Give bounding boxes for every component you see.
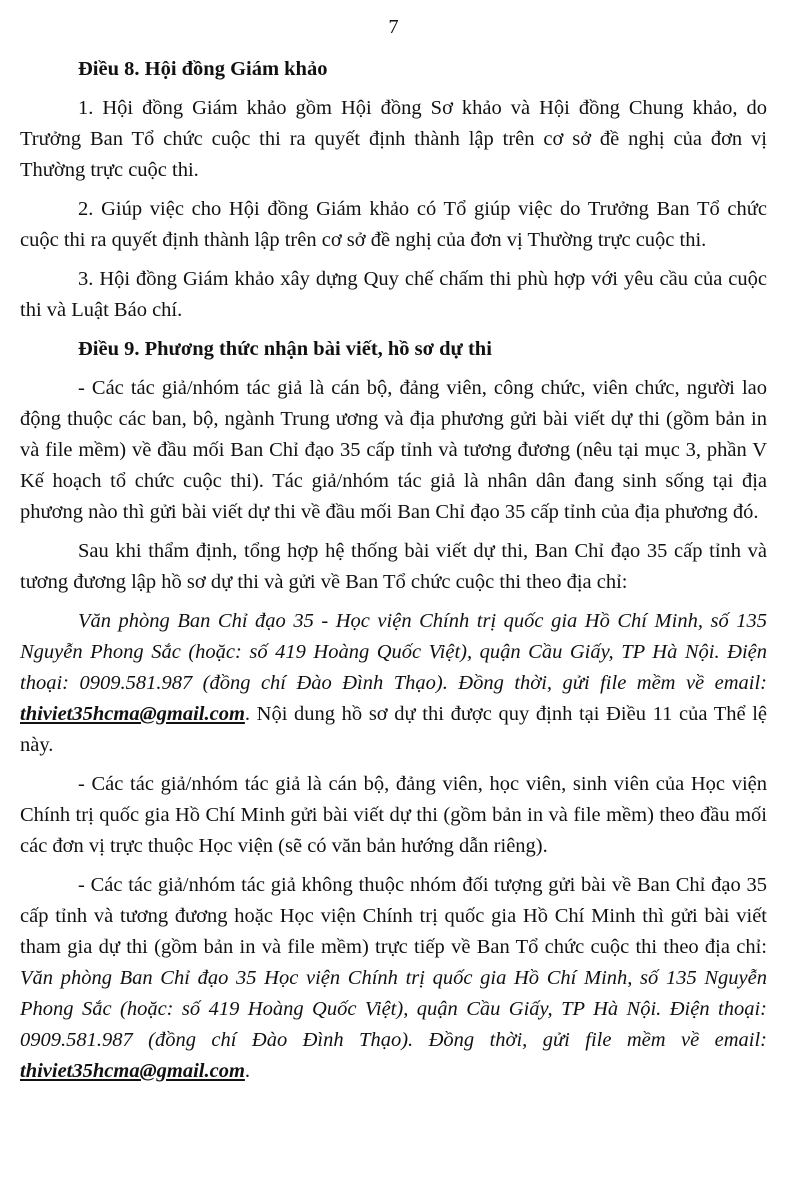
address-text: Văn phòng Ban Chỉ đạo 35 - Học viện Chính trị quốc gia Hồ Chí Minh, số 135 Nguyễn Phong Sắc (hoặc: số 419 Hoàng Quốc Việt), quận Cầu Giấy, TP Hà Nội. Điện thoại: 0909.581.987 (đồng chí Đào Đình Thạo). Đồng thời, gửi file mềm về email: [20, 610, 767, 694]
article-9-paragraph-4 [20, 870, 767, 1087]
article-9-paragraph-2: Sau khi thẩm định, tổng hợp hệ thống bài viết dự thi, Ban Chỉ đạo 35 cấp tỉnh và tương đương lập hồ sơ dự thi và gửi về Ban Tổ chức cuộc thi theo địa chỉ: [20, 540, 767, 593]
email-link[interactable]: thiviet35hcma@gmail.com [20, 703, 245, 725]
article-8-clause-1: 1. Hội đồng Giám khảo gồm Hội đồng Sơ khảo và Hội đồng Chung khảo, do Trưởng Ban Tổ chức cuộc thi ra quyết định thành lập trên cơ sở đề nghị của đơn vị Thường trực cuộc thi. [20, 97, 767, 181]
article-8-clause-2: 2. Giúp việc cho Hội đồng Giám khảo có Tổ giúp việc do Trưởng Ban Tổ chức cuộc thi ra quyết định thành lập trên cơ sở đề nghị của đơn vị Thường trực cuộc thi. [20, 198, 767, 251]
article-8 [20, 54, 767, 326]
paragraph-4-text: - Các tác giả/nhóm tác giả không thuộc nhóm đối tượng gửi bài về Ban Chỉ đạo 35 cấp tỉnh và tương đương hoặc Học viện Chính trị quốc gia Hồ Chí Minh thì gửi bài viết tham gia dự thi (gồm bản in và file mềm) trực tiếp về Ban Tổ chức cuộc thi theo địa chỉ: [20, 874, 767, 958]
article-8-heading: Điều 8. Hội đồng Giám khảo [78, 58, 328, 80]
article-9-heading: Điều 9. Phương thức nhận bài viết, hồ sơ dự thi [78, 338, 492, 360]
article-9-paragraph-3: - Các tác giả/nhóm tác giả là cán bộ, đảng viên, học viên, sinh viên của Học viện Chính trị quốc gia Hồ Chí Minh gửi bài viết dự thi (gồm bản in và file mềm) theo đầu mối các đơn vị trực thuộc Học viện (sẽ có văn bản hướng dẫn riêng). [20, 773, 767, 857]
article-9-paragraph-1: - Các tác giả/nhóm tác giả là cán bộ, đảng viên, công chức, viên chức, người lao động thuộc các ban, bộ, ngành Trung ương và địa phương gửi bài viết dự thi (gồm bản in và file mềm) về đầu mối Ban Chỉ đạo 35 cấp tỉnh và tương đương (nêu tại mục 3, phần V Kế hoạch tổ chức cuộc thi). Tác giả/nhóm tác giả là nhân dân đang sinh sống tại địa phương nào thì gửi bài viết dự thi về đầu mối Ban Chỉ đạo 35 cấp tỉnh của địa phương đó. [20, 377, 767, 523]
paragraph-4-address: Văn phòng Ban Chỉ đạo 35 Học viện Chính trị quốc gia Hồ Chí Minh, số 135 Nguyễn Phong Sắc (hoặc: số 419 Hoàng Quốc Việt), quận Cầu Giấy, TP Hà Nội. Điện thoại: 0909.581.987 (đồng chí Đào Đình Thạo). Đồng thời, gửi file mềm về email: [20, 967, 767, 1051]
article-8-clause-3: 3. Hội đồng Giám khảo xây dựng Quy chế chấm thi phù hợp với yêu cầu của cuộc thi và Luật Báo chí. [20, 268, 767, 321]
paragraph-4-end: . [244, 1060, 251, 1082]
page-number: 7 [388, 16, 399, 38]
article-9 [20, 334, 767, 1087]
article-9-address [20, 606, 767, 761]
email-link-2[interactable]: thiviet35hcma@gmail.com [20, 1060, 245, 1082]
address-followup: . Nội dung hồ sơ dự thi được quy định tại Điều 11 của Thể lệ này. [20, 703, 767, 756]
